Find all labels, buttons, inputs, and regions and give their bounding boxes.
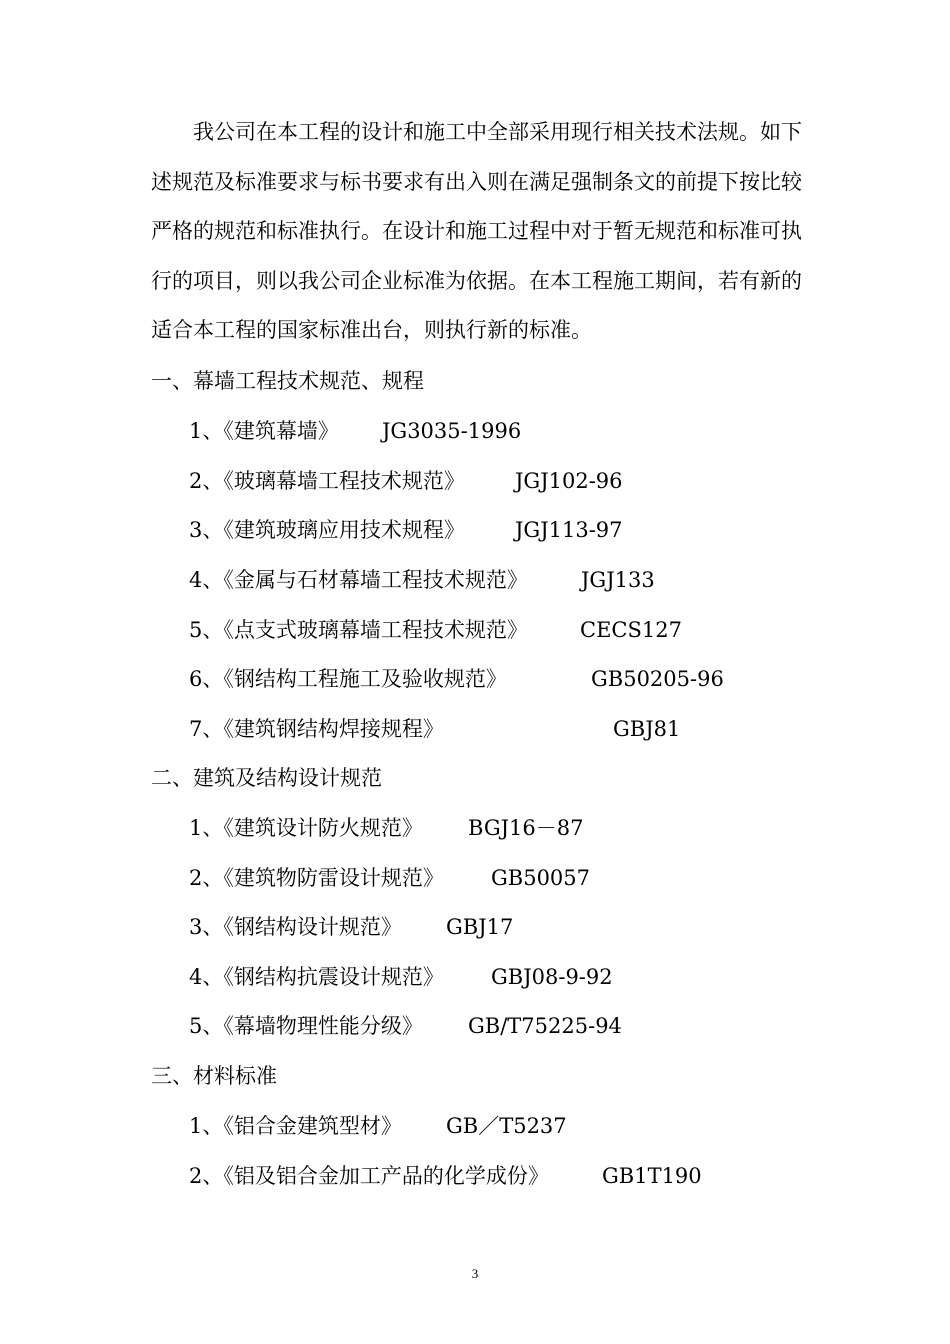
standard-title: 5、《幕墙物理性能分级》: [189, 1014, 423, 1038]
standard-title: 2、《建筑物防雷设计规范》: [189, 866, 444, 890]
standard-code: BGJ16－87: [468, 816, 584, 840]
standard-item: [189, 1011, 622, 1041]
standard-title: 3、《建筑玻璃应用技术规程》: [189, 518, 465, 542]
standard-item: [189, 912, 514, 942]
standard-code: GBJ17: [446, 915, 514, 939]
standard-item: [189, 863, 591, 893]
standard-item: [189, 962, 613, 992]
intro-line: 述规范及标准要求与标书要求有出入则在满足强制条文的前提下按比较: [151, 169, 802, 194]
standard-item: [189, 515, 623, 545]
standard-code: JGJ102-96: [515, 469, 623, 493]
standard-code: JG3035-1996: [382, 419, 522, 443]
standard-code: GB／T5237: [446, 1114, 567, 1138]
section-heading: 三、材料标准: [151, 1064, 277, 1088]
standard-item: [189, 565, 655, 595]
section-heading: 一、幕墙工程技术规范、规程: [151, 369, 424, 393]
standard-code: GB50057: [491, 866, 591, 890]
standard-code: GBJ08-9-92: [491, 965, 613, 989]
standard-code: GB1T190: [602, 1164, 702, 1188]
standard-item: [189, 615, 682, 645]
standard-code: CECS127: [580, 618, 682, 642]
standard-title: 2、《玻璃幕墙工程技术规范》: [189, 469, 465, 493]
standard-title: 1、《铝合金建筑型材》: [189, 1114, 402, 1138]
standard-title: 6、《钢结构工程施工及验收规范》: [189, 667, 507, 691]
standard-item: [189, 813, 584, 843]
standard-item: [189, 416, 522, 446]
standard-title: 5、《点支式玻璃幕墙工程技术规范》: [189, 618, 528, 642]
standard-title: 2、《铝及铝合金加工产品的化学成份》: [189, 1164, 549, 1188]
standard-title: 4、《钢结构抗震设计规范》: [189, 965, 444, 989]
standard-title: 7、《建筑钢结构焊接规程》: [189, 717, 444, 741]
standard-code: GBJ81: [613, 717, 681, 741]
standard-item: [189, 466, 623, 496]
standard-title: 1、《建筑设计防火规范》: [189, 816, 423, 840]
intro-line: 严格的规范和标准执行。在设计和施工过程中对于暂无规范和标准可执: [151, 219, 802, 244]
standard-code: JGJ133: [581, 568, 655, 592]
standard-title: 4、《金属与石材幕墙工程技术规范》: [189, 568, 528, 592]
page-number: 3: [471, 1266, 479, 1281]
intro-paragraph: [151, 108, 851, 356]
standard-item: [189, 664, 724, 694]
standard-code: GB50205-96: [591, 667, 724, 691]
intro-line: 我公司在本工程的设计和施工中全部采用现行相关技术法规。如下: [193, 120, 802, 144]
intro-line: 适合本工程的国家标准出台，则执行新的标准。: [151, 318, 592, 343]
section-heading: 二、建筑及结构设计规范: [151, 766, 382, 790]
standard-item: [189, 714, 681, 744]
standard-title: 3、《钢结构设计规范》: [189, 915, 402, 939]
standard-title: 1、《建筑幕墙》: [189, 419, 339, 443]
standard-item: [189, 1111, 567, 1141]
standard-item: [189, 1161, 702, 1191]
standard-code: JGJ113-97: [515, 518, 623, 542]
intro-line: 行的项目，则以我公司企业标准为依据。在本工程施工期间，若有新的: [151, 268, 802, 293]
standard-code: GB/T75225-94: [468, 1014, 622, 1038]
